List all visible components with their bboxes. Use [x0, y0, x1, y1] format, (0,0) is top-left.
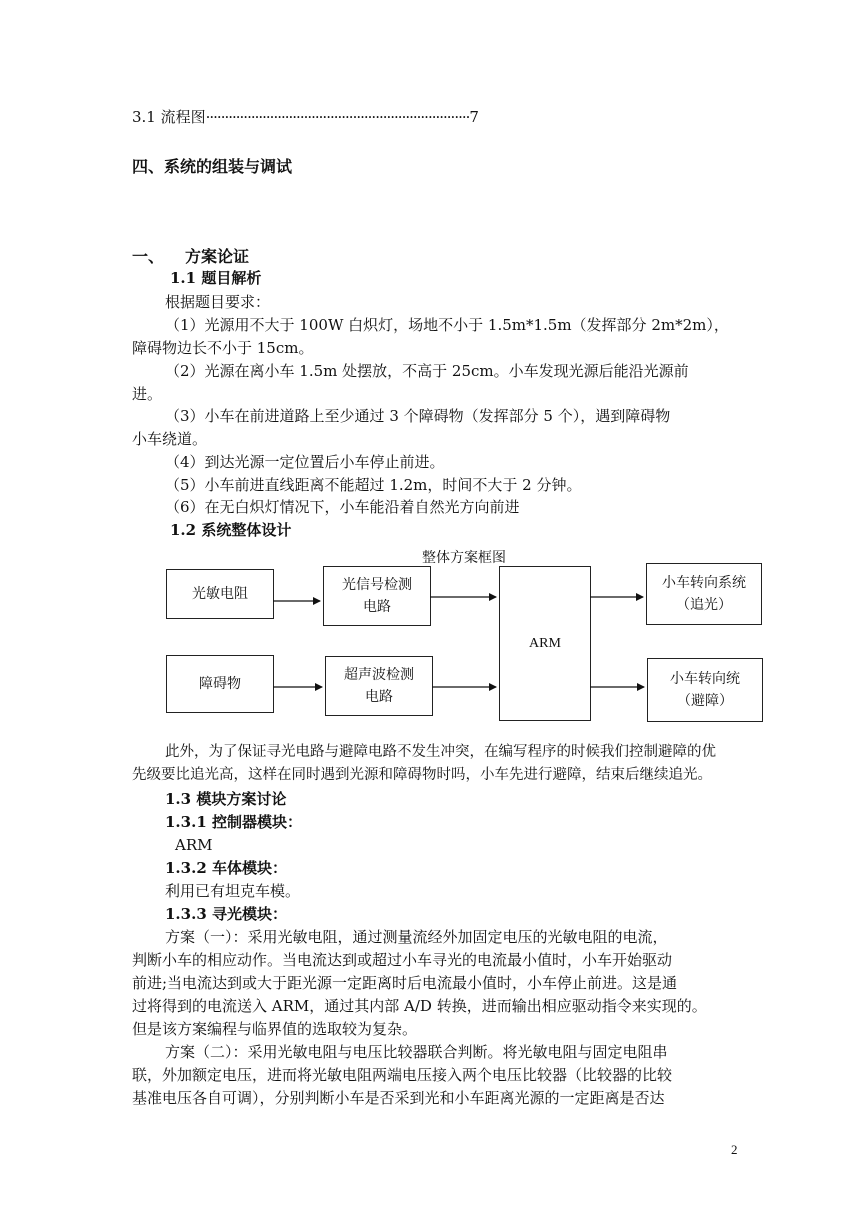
- toc-entry-label: 3.1 流程图: [132, 108, 206, 126]
- requirement-4: （4）到达光源一定位置后小车停止前进。: [165, 453, 445, 471]
- toc-leader-dots: ······································································: [205, 108, 470, 126]
- box-obstacle-label: 障碍物: [199, 676, 241, 692]
- scheme-2-line-3: 基准电压各自可调），分别判断小车是否采到光和小车距离光源的一定距离是否达: [132, 1089, 665, 1107]
- chassis-module-text: 利用已有坦克车模。: [165, 882, 301, 900]
- box-ultrasonic-label-1: 超声波检测: [344, 667, 414, 683]
- toc-entry-page: 7: [469, 108, 479, 126]
- scheme-2-line-2: 联，外加额定电压，进而将光敏电阻两端电压接入两个电压比较器（比较器的比较: [132, 1066, 673, 1084]
- requirement-2-line-1: （2）光源在离小车 1.5m 处摆放，不高于 25cm。小车发现光源后能沿光源前: [165, 362, 689, 380]
- section-number: 一、: [132, 247, 165, 266]
- box-steer-avoid-label-1: 小车转向统: [670, 671, 740, 687]
- subsection-1-2-heading: 1.2 系统整体设计: [170, 521, 292, 539]
- page-number: 2: [731, 1142, 738, 1157]
- box-steer-light-label-2: （追光）: [676, 597, 732, 613]
- box-light-detect-label-1: 光信号检测: [342, 577, 412, 593]
- subsection-1-3-1-heading: 1.3.1 控制器模块：: [165, 813, 302, 831]
- box-steer-light-label-1: 小车转向系统: [662, 575, 746, 591]
- subsection-1-1-heading: 1.1 题目解析: [170, 269, 262, 287]
- requirement-3-line-1: （3）小车在前进道路上至少通过 3 个障碍物（发挥部分 5 个），遇到障碍物: [165, 407, 671, 425]
- requirement-3-line-2: 小车绕道。: [132, 430, 208, 448]
- intro-text: 根据题目要求：: [165, 293, 271, 311]
- requirement-6: （6）在无白炽灯情况下，小车能沿着自然光方向前进: [165, 498, 520, 516]
- box-light-detect-label-2: 电路: [363, 599, 391, 615]
- requirement-2-line-2: 进。: [132, 385, 163, 403]
- toc-section-4: 四、系统的组装与调试: [132, 157, 293, 176]
- scheme-2-line-1: 方案（二）：采用光敏电阻与电压比较器联合判断。将光敏电阻与固定电阻串: [165, 1043, 668, 1061]
- scheme-1-line-2: 判断小车的相应动作。当电流达到或超过小车寻光的电流最小值时，小车开始驱动: [132, 951, 673, 969]
- subsection-1-3-heading: 1.3 模块方案讨论: [165, 790, 287, 808]
- controller-module-text: ARM: [175, 836, 213, 854]
- scheme-1-line-3: 前进;当电流达到或大于距光源一定距离时后电流最小值时，小车停止前进。这是通: [132, 974, 678, 992]
- box-arm-label: ARM: [529, 635, 561, 651]
- box-ultrasonic-label-2: 电路: [365, 689, 393, 705]
- scheme-1-line-5: 但是该方案编程与临界值的选取较为复杂。: [132, 1020, 418, 1038]
- priority-text-line-1: 此外，为了保证寻光电路与避障电路不发生冲突，在编写程序的时候我们控制避障的优: [165, 744, 716, 760]
- box-steer-avoid-label-2: （避障）: [677, 693, 733, 709]
- requirement-1-line-1: （1）光源用不大于 100W 白炽灯，场地不小于 1.5m*1.5m（发挥部分 2m*2m），: [165, 316, 729, 334]
- diagram-caption: 整体方案框图: [422, 550, 506, 566]
- priority-text-line-2: 先级要比追光高，这样在同时遇到光源和障碍物时吗，小车先进行避障，结束后继续追光。: [132, 767, 712, 783]
- requirement-1-line-2: 障碍物边长不小于 15cm。: [132, 339, 314, 357]
- scheme-1-line-4: 过将得到的电流送入 ARM，通过其内部 A/D 转换，进而输出相应驱动指令来实现的。: [132, 997, 707, 1015]
- requirement-5: （5）小车前进直线距离不能超过 1.2m，时间不大于 2 分钟。: [165, 476, 582, 494]
- subsection-1-3-2-heading: 1.3.2 车体模块：: [165, 859, 287, 877]
- scheme-1-line-1: 方案（一）：采用光敏电阻，通过测量流经外加固定电压的光敏电阻的电流，: [165, 928, 668, 946]
- subsection-1-3-3-heading: 1.3.3 寻光模块：: [165, 905, 287, 923]
- box-photoresistor-label: 光敏电阻: [192, 586, 248, 602]
- section-title: 方案论证: [185, 247, 250, 266]
